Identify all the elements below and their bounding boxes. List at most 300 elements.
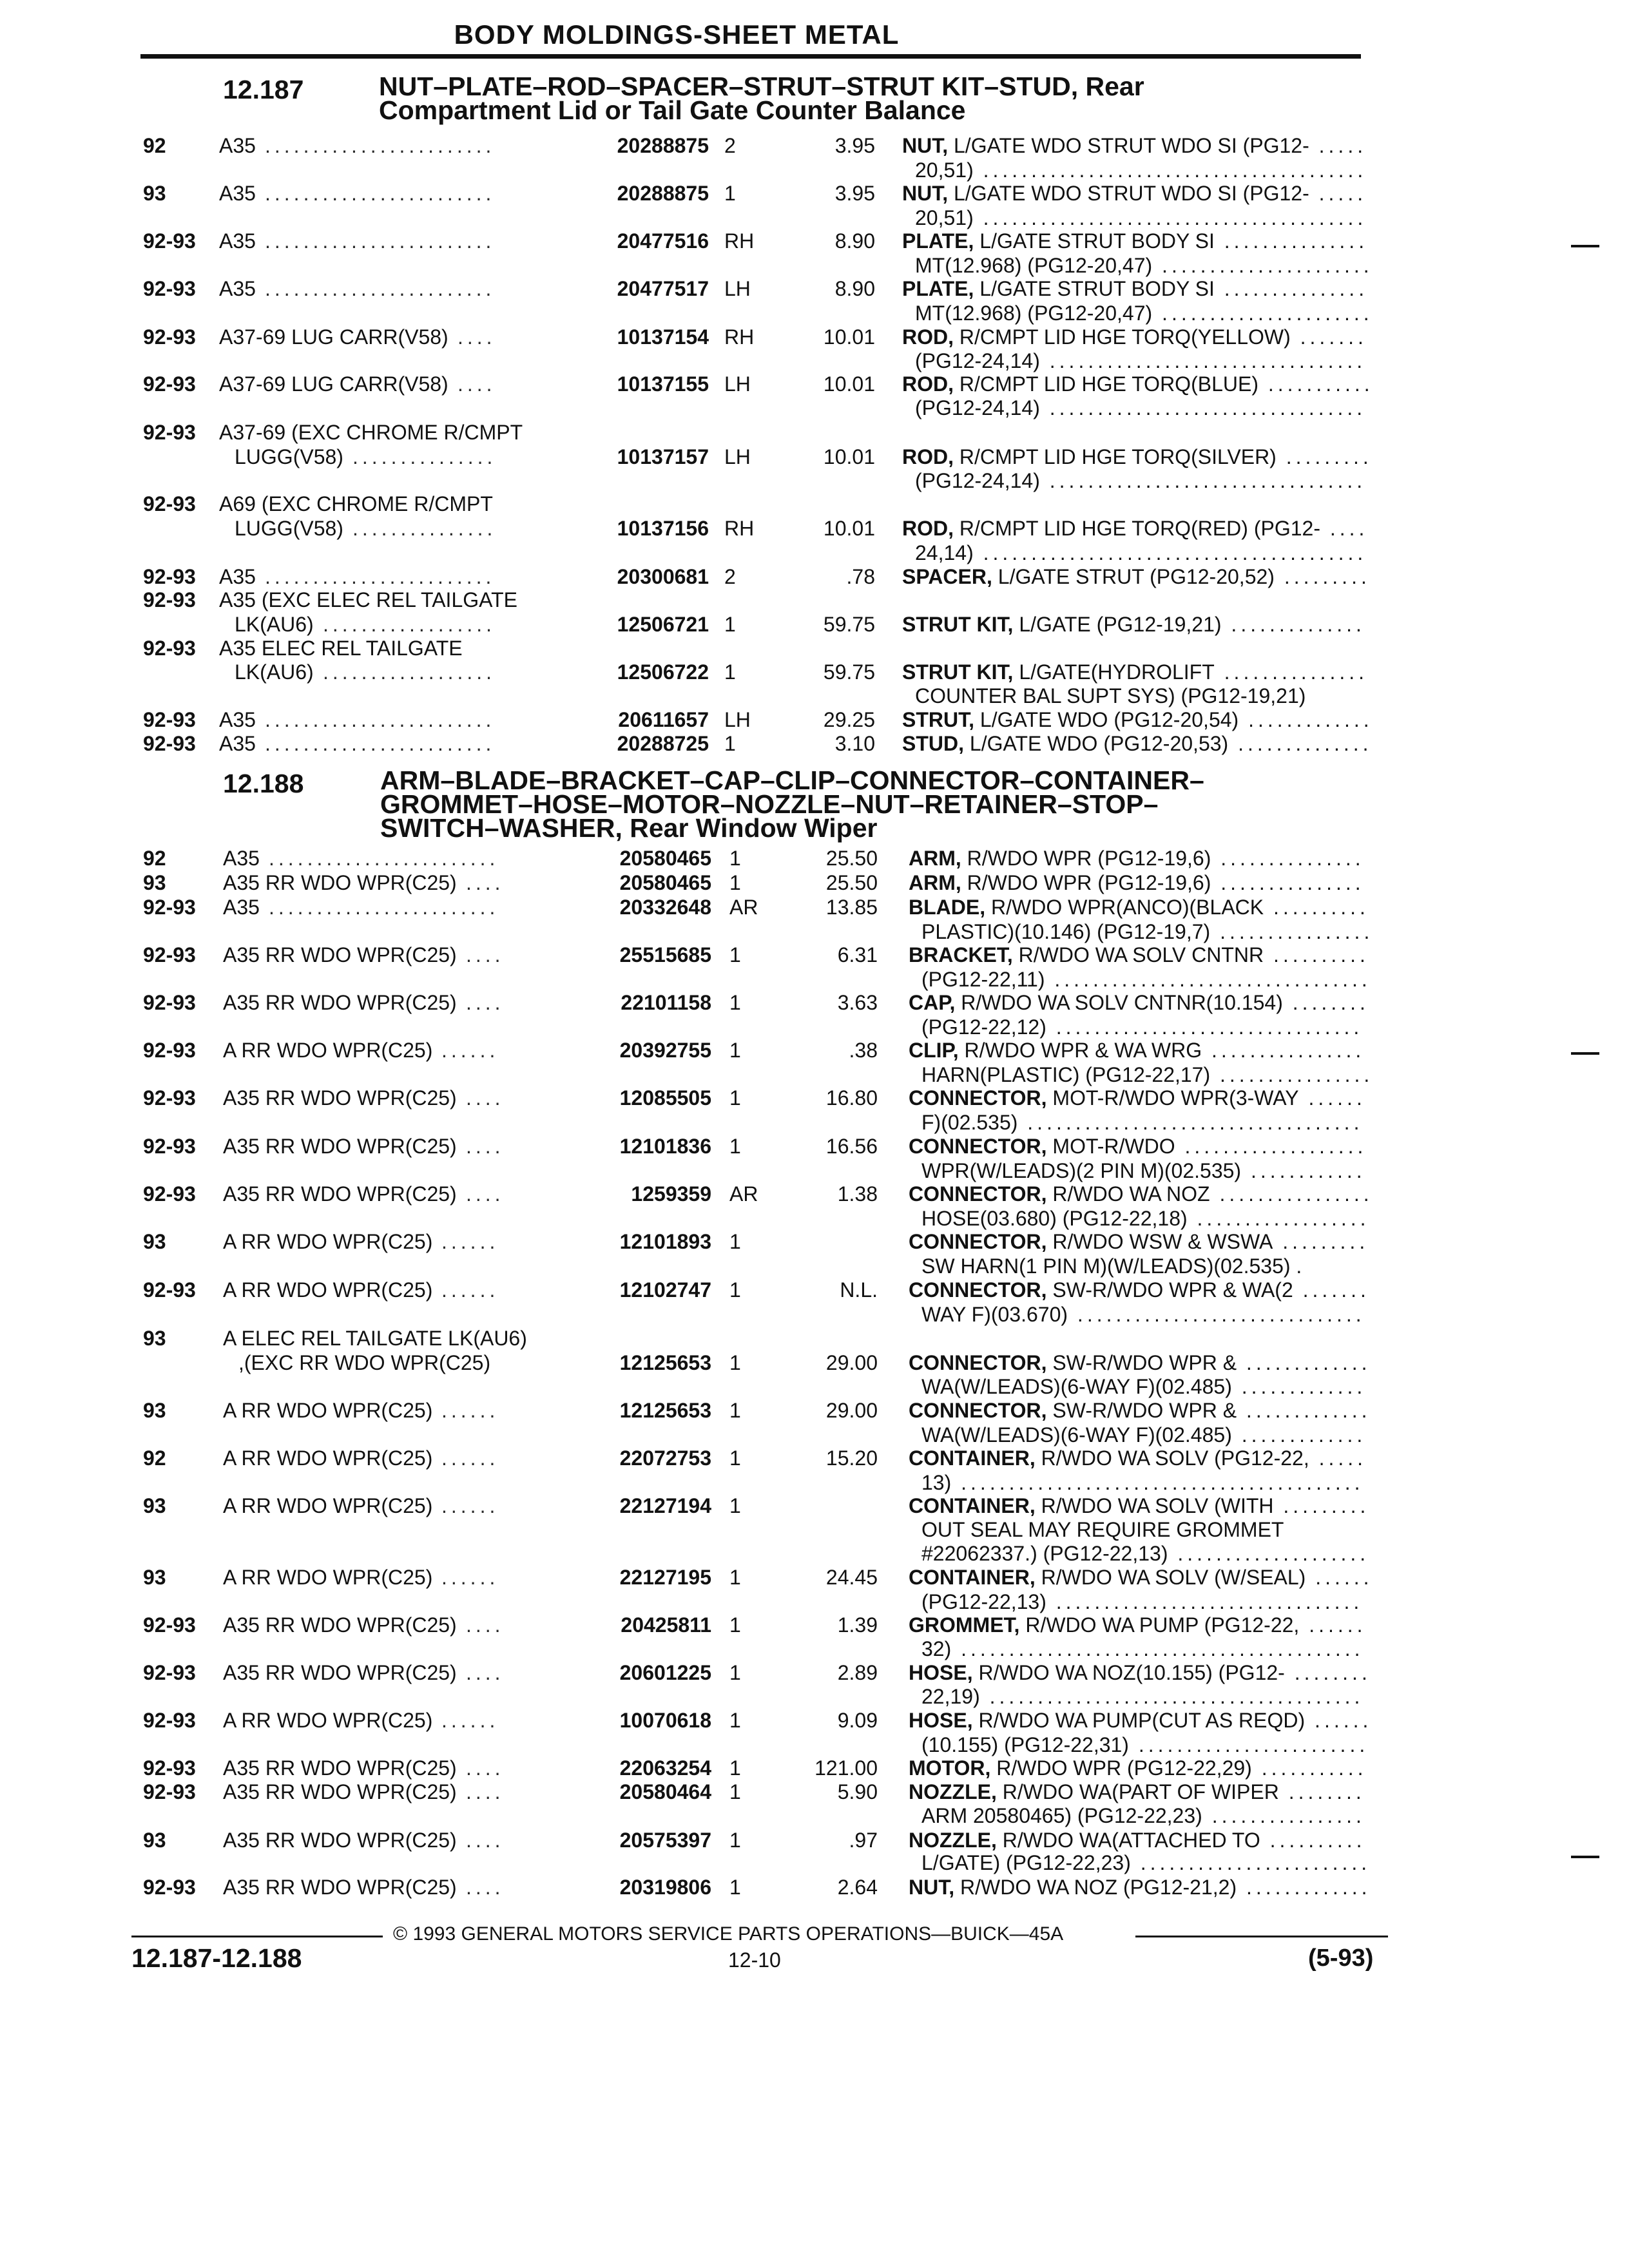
leader-dots: ..... [1309,182,1367,205]
description [902,182,1367,205]
description [909,943,1369,966]
leader-dots: ...... [441,1278,499,1302]
part-number: 20580465 [619,871,711,894]
leader-dots: .................. [1187,1207,1370,1230]
quantity: 1 [729,1399,741,1422]
model-year: 92-93 [143,421,196,444]
leader-dots: .......... [1260,1829,1366,1852]
leader-dots: ................ [1202,1804,1365,1827]
model-year: 92-93 [143,637,196,660]
model-year: 93 [143,1399,166,1422]
description [909,1709,1372,1732]
list-item [0,445,1629,468]
description-text: MOT-R/WDO WPR(3-WAY [1046,1086,1299,1110]
list-item [0,1039,1629,1062]
leader-dots: ....................................... [979,1685,1364,1708]
leader-dots: ............. [1231,1375,1367,1398]
description-continued [915,396,1366,419]
description-text: R/WDO WA NOZ [1046,1182,1210,1206]
quantity: 1 [724,660,736,684]
section-title-line: GROMMET–HOSE–MOTOR–NOZZLE–NUT–RETAINER–STOP– [380,789,1159,819]
leader-dots: ............... [1214,277,1369,300]
price: 3.95 [834,134,875,157]
application-text: A37-69 LUG CARR(V58) [219,372,448,396]
description [909,1446,1367,1470]
application-text: A35 RR WDO WPR(C25) [223,1756,457,1780]
quantity: 1 [729,1780,741,1803]
leader-dots: ........... [1258,372,1374,396]
price: 6.31 [837,943,878,966]
part-number: 12125653 [619,1351,711,1374]
part-number: 22063254 [619,1756,711,1780]
leader-dots: .... [466,991,505,1014]
leader-dots: .... [458,325,496,349]
list-item [0,1254,1629,1278]
leader-dots: ................ [1210,1063,1374,1086]
description-continued [921,1015,1363,1039]
quantity: AR [729,1182,758,1206]
list-item [0,1207,1629,1230]
description-noun: CONTAINER, [909,1446,1036,1470]
leader-dots: ...... [441,1039,499,1062]
description-noun: STRUT, [902,708,974,731]
leader-dots: ............. [1237,1351,1371,1374]
description-continued [921,1063,1373,1086]
description-noun: CONNECTOR, [909,1399,1047,1422]
price: 10.01 [823,445,875,468]
description-continued [915,541,1367,564]
price: 3.10 [834,732,875,755]
leader-dots: ................................... [1017,1111,1364,1134]
price: 59.75 [823,660,875,684]
list-item [0,325,1629,349]
description-noun: ARM, [909,871,961,894]
part-number: 22127194 [619,1494,711,1517]
leader-dots: ........................ [265,708,496,731]
description-text: L/GATE STRUT BODY SI [974,229,1215,253]
part-number: 12101893 [619,1230,711,1253]
description [909,1039,1365,1062]
description-noun: CONNECTOR, [909,1182,1047,1206]
description-continued [915,684,1306,707]
footer-section-range: 12.187-12.188 [131,1943,302,1973]
description-noun: STRUT KIT, [902,660,1014,684]
footer-page-number: 12-10 [728,1948,781,1972]
model-year: 92-93 [143,896,196,919]
description-continued [921,968,1371,991]
model-year: 92-93 [143,325,196,349]
description-text: 13) [921,1471,952,1494]
description-text: PLASTIC)(10.146) (PG12-19,7) [921,920,1211,943]
description-text: L/GATE WDO STRUT WDO SI (PG12- [948,134,1309,157]
description-continued [915,469,1366,492]
price: 2.64 [837,1876,878,1899]
description-noun: NOZZLE, [909,1829,997,1852]
leader-dots: .... [466,1135,505,1158]
leader-dots: ............. [1237,1876,1371,1899]
part-number: 10137157 [617,445,709,468]
part-number: 20601225 [619,1661,711,1684]
description [909,1351,1371,1374]
part-number: 12506722 [617,660,709,684]
description-text: L/GATE WDO (PG12-20,54) [974,708,1239,731]
leader-dots: ................ [1210,1182,1373,1206]
leader-dots: .............. [1221,613,1365,636]
list-item [0,565,1629,588]
quantity: 1 [729,1756,741,1780]
description [909,1399,1371,1422]
leader-dots: .............. [1228,732,1373,755]
application-text: A35 RR WDO WPR(C25) [223,991,457,1014]
description-noun: NOZZLE, [909,1780,997,1803]
leader-dots: ...... [1298,1086,1366,1110]
description-text: (PG12-24,14) [915,349,1040,372]
leader-dots: ......... [1276,445,1373,468]
leader-dots: ........................ [265,277,496,300]
list-item [0,1518,1629,1541]
application-text: LK(AU6) [235,660,314,684]
leader-dots: ..... [1309,1446,1367,1470]
part-number: 10137156 [617,517,709,540]
application-text: LK(AU6) [235,613,314,636]
leader-dots: ........................ [269,896,499,919]
price: 5.90 [837,1780,878,1803]
model-year: 92-93 [143,229,196,253]
description [902,565,1371,588]
quantity: 1 [724,182,736,205]
description-text: R/WDO WPR (PG12-22,29) [990,1756,1252,1780]
leader-dots: ........................ [265,134,496,157]
description-text: MT(12.968) (PG12-20,47) [915,254,1153,277]
quantity: LH [724,445,751,468]
model-year: 92-93 [143,1086,196,1110]
price: 1.39 [837,1613,878,1637]
model-year: 92-93 [143,277,196,300]
list-item [0,968,1629,991]
list-item [0,541,1629,564]
footer-copyright: © 1993 GENERAL MOTORS SERVICE PARTS OPERATIONS—BUICK—45A [393,1923,1064,1945]
application-text: ,(EXC RR WDO WPR(C25) [238,1351,491,1374]
quantity: 1 [729,943,741,966]
model-year: 92-93 [143,1135,196,1158]
list-item [0,684,1629,707]
description-text: HOSE(03.680) (PG12-22,18) [921,1207,1188,1230]
quantity: 1 [724,732,736,755]
application-text: A RR WDO WPR(C25) [223,1230,433,1253]
description-text: L/GATE STRUT BODY SI [974,277,1215,300]
footer-revision-date: (5-93) [1308,1945,1374,1972]
leader-dots: ....... [1290,325,1367,349]
application-text: A35 [219,182,256,205]
description-text: WA(W/LEADS)(6-WAY F)(02.485) [921,1375,1232,1398]
application-text: A35 [219,277,256,300]
description-text: R/CMPT LID HGE TORQ(YELLOW) [954,325,1291,349]
leader-dots: ......... [1273,1494,1370,1517]
description-text: WA(W/LEADS)(6-WAY F)(02.485) [921,1423,1232,1446]
quantity: 1 [729,1494,741,1517]
section-title-line: NUT–PLATE–ROD–SPACER–STRUT–STRUT KIT–STUD, Rear [379,72,1144,101]
application-text: A37-69 LUG CARR(V58) [219,325,448,349]
description-text: R/WDO WA PUMP(CUT AS REQD) [972,1709,1306,1732]
model-year: 92 [143,1446,166,1470]
description-continued [921,1207,1370,1230]
application-text: A35 [223,847,260,870]
leader-dots: ...... [1305,1709,1373,1732]
application-text: A RR WDO WPR(C25) [223,1566,433,1589]
leader-dots: .... [466,1613,505,1637]
leader-dots: ................................ [1046,1015,1364,1039]
price: 1.38 [837,1182,878,1206]
leader-dots: .... [466,943,505,966]
leader-dots: ................................. [1039,349,1367,372]
description-continued [921,1804,1365,1827]
section-title-line: Compartment Lid or Tail Gate Counter Balance [379,95,966,125]
leader-dots: ........................................ [973,206,1367,229]
leader-dots: ................................. [1039,469,1367,492]
application-text: A35 RR WDO WPR(C25) [223,1829,457,1852]
description [909,871,1365,894]
list-item [0,254,1629,277]
model-year: 93 [143,1230,166,1253]
model-year: 93 [143,871,166,894]
leader-dots: ................ [1210,920,1374,943]
application-text: A35 [219,134,256,157]
description-continued [921,1423,1366,1446]
price: 9.09 [837,1709,878,1732]
description [902,708,1373,731]
price: .38 [849,1039,878,1062]
application-text: A35 RR WDO WPR(C25) [223,1135,457,1158]
description-noun: MOTOR, [909,1756,991,1780]
leader-dots: .... [466,1086,505,1110]
quantity: RH [724,517,755,540]
part-number: 1259359 [631,1182,711,1206]
application-text: A RR WDO WPR(C25) [223,1709,433,1732]
description [902,445,1373,468]
model-year: 92-93 [143,588,196,611]
description-continued [921,1733,1369,1756]
description-text: #22062337.) (PG12-22,13) [921,1542,1168,1565]
description-noun: CONNECTOR, [909,1230,1047,1253]
leader-dots: ......... [1273,1230,1369,1253]
list-item [0,492,1629,515]
part-number: 20332648 [619,896,711,919]
price: N.L. [840,1278,878,1302]
description-noun: CONNECTOR, [909,1351,1047,1374]
description-text: R/WDO WPR(ANCO)(BLACK [985,896,1264,919]
application-text: LUGG(V58) [235,517,343,540]
part-number: 25515685 [619,943,711,966]
leader-dots: ........................ [265,182,496,205]
model-year: 93 [143,1327,166,1350]
application-text: A69 (EXC CHROME R/CMPT [219,492,493,515]
leader-dots: ...... [441,1230,499,1253]
model-year: 92-93 [143,1613,196,1637]
list-item [0,1566,1629,1589]
leader-dots: ........................ [269,847,499,870]
list-item [0,1278,1629,1302]
leader-dots: .................. [323,660,496,684]
description-noun: CAP, [909,991,956,1014]
model-year: 92-93 [143,1039,196,1062]
description-text: L/GATE) (PG12-22,23) [921,1851,1131,1874]
list-item [0,1303,1629,1326]
quantity: 1 [729,1566,741,1589]
description-noun: CONNECTOR, [909,1135,1047,1158]
description-noun: ROD, [902,517,954,540]
leader-dots: ........ [1278,1780,1365,1803]
description [909,1756,1367,1780]
application-text: A35 [219,732,256,755]
description-continued [921,1851,1371,1874]
application-text: A35 [219,708,256,731]
leader-dots: ........................ [265,565,496,588]
part-number: 20611657 [618,708,709,731]
model-year: 92-93 [143,732,196,755]
price: 8.90 [834,229,875,253]
leader-dots: .... [1320,517,1369,540]
list-item [0,1494,1629,1517]
part-number: 12085505 [619,1086,711,1110]
description-text: 20,51) [915,159,974,182]
quantity: 1 [729,1135,741,1158]
description-text: L/GATE WDO STRUT WDO SI (PG12- [948,182,1309,205]
quantity: LH [724,372,751,396]
leader-dots: ............ [1241,1159,1366,1182]
description [909,1182,1373,1206]
description-text: L/GATE WDO (PG12-20,53) [964,732,1229,755]
list-item [0,637,1629,660]
list-item [0,1637,1629,1660]
list-item [0,469,1629,492]
model-year: 92-93 [143,1182,196,1206]
leader-dots: .................. [323,613,496,636]
part-number: 22072753 [619,1446,711,1470]
price: 10.01 [823,325,875,349]
description-text: R/WDO WA SOLV (WITH [1035,1494,1274,1517]
application-text: A35 RR WDO WPR(C25) [223,1876,457,1899]
application-text: A35 RR WDO WPR(C25) [223,1086,457,1110]
leader-dots: ............... [1214,660,1369,684]
application-text: A RR WDO WPR(C25) [223,1278,433,1302]
quantity: 1 [724,613,736,636]
description-continued [921,1637,1364,1660]
quantity: 1 [729,847,741,870]
description-noun: STRUT KIT, [902,613,1014,636]
list-item [0,1230,1629,1253]
list-item [0,943,1629,966]
leader-dots: ........ [1282,991,1369,1014]
description [902,660,1368,684]
price: 13.85 [825,896,878,919]
quantity: 1 [729,1446,741,1470]
list-item [0,1015,1629,1039]
list-item [0,229,1629,253]
leader-dots: ...... [1299,1613,1367,1637]
leader-dots: .......... [1264,943,1369,966]
application-text: A35 RR WDO WPR(C25) [223,1780,457,1803]
leader-dots: ...... [1306,1566,1373,1589]
list-item [0,1423,1629,1446]
application-text: A RR WDO WPR(C25) [223,1039,433,1062]
quantity: 1 [729,871,741,894]
leader-dots: .................... [1168,1542,1370,1565]
footer-rule-left [131,1936,383,1937]
part-number: 20580465 [619,847,711,870]
description-text: R/WDO WSW & WSWA [1046,1230,1273,1253]
description-text: (PG12-24,14) [915,396,1040,419]
price: 3.63 [837,991,878,1014]
application-text: A35 [223,896,260,919]
description [902,277,1368,300]
quantity: 1 [729,1876,741,1899]
quantity: RH [724,325,755,349]
application-text: A RR WDO WPR(C25) [223,1399,433,1422]
description-text: (PG12-22,11) [921,968,1045,991]
leader-dots: ............... [1211,847,1365,870]
list-item [0,588,1629,611]
list-item [0,871,1629,894]
description-text: R/WDO WA SOLV (W/SEAL) [1035,1566,1306,1589]
leader-dots: .......... [1264,896,1369,919]
list-item [0,1661,1629,1684]
leader-dots: ...... [441,1446,499,1470]
price: 25.50 [825,847,878,870]
list-item [0,991,1629,1014]
description-text: R/CMPT LID HGE TORQ(RED) (PG12- [954,517,1320,540]
description [902,732,1373,755]
description-text: MT(12.968) (PG12-20,47) [915,302,1153,325]
description-noun: STUD, [902,732,964,755]
description-noun: SPACER, [902,565,992,588]
leader-dots: .... [466,1876,505,1899]
list-item [0,1135,1629,1158]
list-item [0,1613,1629,1637]
leader-dots: .... [466,871,505,894]
leader-dots: ........... [1251,1756,1367,1780]
quantity: 1 [729,1351,741,1374]
description-noun: BRACKET, [909,943,1013,966]
leader-dots: .......................................... [951,1637,1364,1660]
part-number: 20319806 [619,1876,711,1899]
price: 16.56 [825,1135,878,1158]
model-year: 93 [143,1566,166,1589]
description [909,1876,1371,1899]
description-continued [921,1590,1363,1613]
description-noun: CONTAINER, [909,1566,1036,1589]
quantity: RH [724,229,755,253]
description-continued [921,1111,1363,1134]
description-text: F)(02.535) [921,1111,1018,1134]
quantity: 2 [724,565,736,588]
list-item [0,1685,1629,1708]
leader-dots: .......................................... [951,1471,1364,1494]
description-text: SW HARN(1 PIN M)(W/LEADS)(02.535) . [921,1254,1302,1278]
part-number: 20392755 [619,1039,711,1062]
description-noun: NUT, [909,1876,955,1899]
quantity: 1 [729,1613,741,1637]
quantity: 1 [729,1086,741,1110]
model-year: 92-93 [143,1661,196,1684]
price: .78 [846,565,875,588]
list-item [0,182,1629,205]
description [909,1780,1365,1803]
list-item [0,302,1629,325]
model-year: 92-93 [143,1780,196,1803]
model-year: 92-93 [143,991,196,1014]
model-year: 93 [143,1494,166,1517]
description-text: HARN(PLASTIC) (PG12-22,17) [921,1063,1211,1086]
